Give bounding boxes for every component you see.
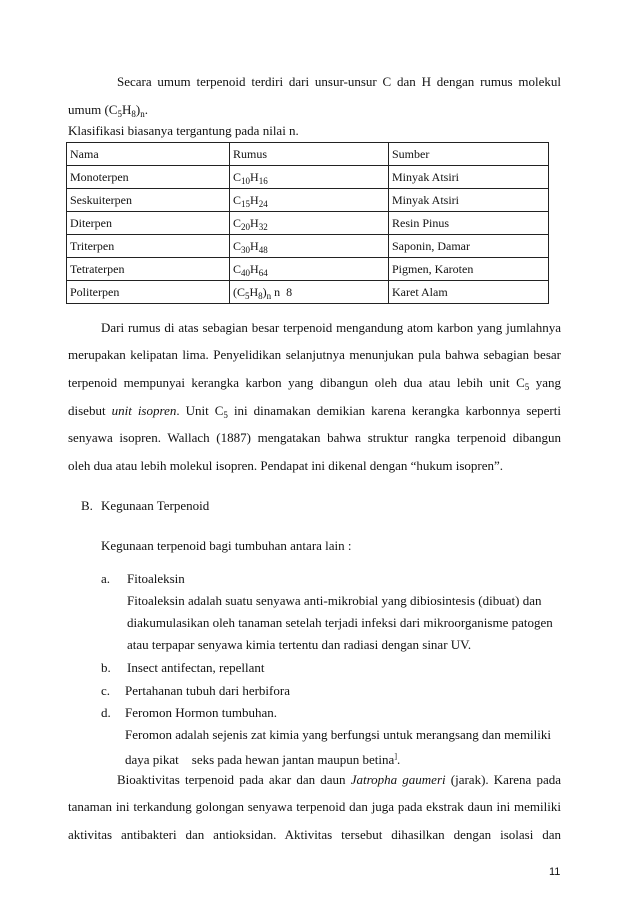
cell-rumus: $C_{15}H_{24}$ — [230, 189, 389, 212]
header-nama: Nama — [67, 143, 230, 166]
para3-line-2: tanaman ini terkandung golongan senyawa terpenoid dan juga pada ekstrak daun ini memiliki — [68, 799, 561, 814]
list-item-d-desc-2: daya pikat seks pada hewan jantan maupun betina]. — [125, 752, 401, 767]
list-item-d-title: Feromon Hormon tumbuhan. — [125, 705, 278, 720]
cell-sumber: Saponin, Damar — [389, 235, 549, 258]
cell-rumus: $C_{20}H_{32}$ — [230, 212, 389, 235]
table-row — [67, 166, 549, 189]
para3-line-3: aktivitas antibakteri dan antioksidan. Aktivitas tersebut dihasilkan dengan isolasi dan — [68, 827, 561, 842]
list-item-d-desc-1: Feromon adalah sejenis zat kimia yang berfungsi untuk merangsang dan memiliki — [125, 727, 552, 742]
list-item-c-label: c. — [101, 683, 111, 698]
table-header-row — [67, 143, 549, 166]
intro-line-2: umum $(C_5H_8)_n$. — [68, 102, 148, 119]
cell-rumus: $(C_5H_8)_n$ n 8 — [230, 281, 389, 304]
header-rumus: Rumus — [230, 143, 389, 166]
cell-sumber: Karet Alam — [389, 281, 549, 304]
cell-nama: Politerpen — [67, 281, 230, 304]
list-item-b-title: Insect antifectan, repellant — [127, 660, 265, 675]
cell-sumber: Minyak Atsiri — [389, 166, 549, 189]
cell-nama: Monoterpen — [67, 166, 230, 189]
para2-line-3: terpenoid mempunyai kerangka karbon yang dibangun oleh dua atau lebih unit $C_5$ yang — [68, 375, 561, 392]
para2-line-1: Dari rumus di atas sebagian besar terpenoid mengandung atom karbon yang jumlahnya — [101, 320, 561, 335]
table-row — [67, 189, 549, 212]
list-item-a-desc-2: diakumulasikan oleh tanaman setelah terjadi infeksi dari mikroorganisme patogen — [127, 615, 553, 630]
table-row — [67, 281, 549, 304]
para2-line-5: senyawa isopren. Wallach (1887) mengatakan bahwa struktur rangka terpenoid dibangun — [68, 430, 561, 445]
list-item-c-title: Pertahanan tubuh dari herbifora — [125, 683, 290, 698]
cell-sumber: Minyak Atsiri — [389, 189, 549, 212]
para3-line-1: Bioaktivitas terpenoid pada akar dan daun Jatropha gaumeri (jarak). Karena pada — [117, 772, 561, 787]
list-item-d-label: d. — [101, 705, 111, 720]
table-row — [67, 212, 549, 235]
intro-line-1: Secara umum terpenoid terdiri dari unsur-unsur C dan H dengan rumus molekul — [117, 74, 561, 89]
terpenoid-classification-table — [66, 142, 549, 304]
cell-rumus: $C_{40}H_{64}$ — [230, 258, 389, 281]
section-b-intro: Kegunaan terpenoid bagi tumbuhan antara lain : — [101, 538, 352, 553]
cell-nama: Tetraterpen — [67, 258, 230, 281]
cell-sumber: Resin Pinus — [389, 212, 549, 235]
para2-line-4: disebut unit isopren. Unit $C_5$ ini dinamakan demikian karena kerangka karbonnya seperti — [68, 403, 561, 420]
para2-line-2: merupakan kelipatan lima. Penyelidikan selanjutnya menunjukan pula bahwa sebagian besar — [68, 347, 561, 362]
list-item-a-desc-3: atau terpapar senyawa kimia tertentu dan radiasi dengan sinar UV. — [127, 637, 472, 652]
list-item-a-desc-1: Fitoaleksin adalah suatu senyawa anti-mikrobial yang dibiosintesis (dibuat) dan — [127, 593, 542, 608]
cell-nama: Diterpen — [67, 212, 230, 235]
list-item-a-label: a. — [101, 571, 111, 586]
section-b-label: B. — [81, 498, 93, 513]
cell-rumus: $C_{30}H_{48}$ — [230, 235, 389, 258]
cell-sumber: Pigmen, Karoten — [389, 258, 549, 281]
para2-line-6: oleh dua atau lebih molekul isopren. Pendapat ini dikenal dengan “hukum isopren”. — [68, 458, 504, 473]
list-item-b-label: b. — [101, 660, 111, 675]
table-row — [67, 235, 549, 258]
section-b-title: Kegunaan Terpenoid — [101, 498, 210, 513]
table-row — [67, 258, 549, 281]
page-number: 11 — [549, 866, 561, 878]
list-item-a-title: Fitoaleksin — [127, 571, 185, 586]
intro-line-3: Klasifikasi biasanya tergantung pada nilai n. — [68, 123, 299, 138]
cell-rumus: $C_{10}H_{16}$ — [230, 166, 389, 189]
cell-nama: Seskuiterpen — [67, 189, 230, 212]
header-sumber: Sumber — [389, 143, 549, 166]
cell-nama: Triterpen — [67, 235, 230, 258]
